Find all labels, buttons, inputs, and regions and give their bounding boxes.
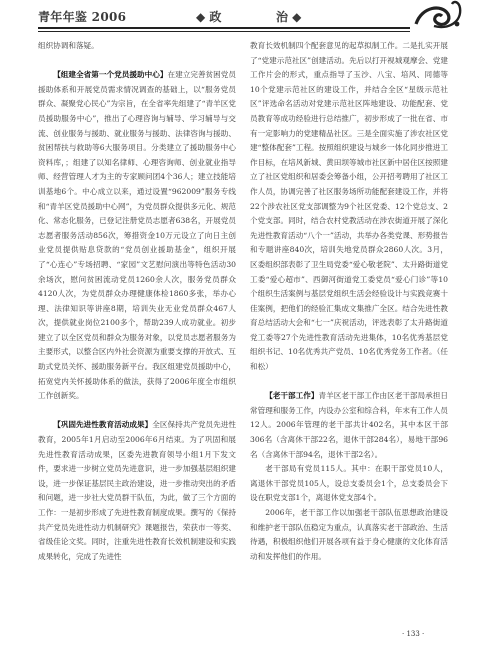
header-rule-thick — [38, 27, 410, 29]
left-column — [38, 39, 236, 564]
section-advanced-education — [38, 418, 236, 564]
body-paragraph: 老干部局有党员115人。其中：在职干部党员10人，离退休干部党员105人，设总支委员会1个，总支委员会下设在职党支部1个，离退休党支部4个。 — [250, 464, 448, 503]
section-title-right: 治 ◆ — [276, 10, 302, 24]
section-body: 全区保持共产党员先进性教育，2005年1月启动至2006年6月结束。为了巩固和展先进性教育活动成果，区委先进教育领导小组1月下发文件，要求进一步树立党员先进意识，进一步加强基层组织建设，进一步保证基层民主政治建设，进一步推动突出的矛盾和问题，进一步社大党员群干队伍，为此，做了三个方面的工作：一是初步形成了先进性教育制度成果。撰写的《保持共产党员先进性动力机制研究》课题报告，荣获市一等奖、省级佳论文奖。同时，注重先进性教育长效机制建设和实践成果转化，完成了先进性 — [38, 420, 237, 561]
section-title-left: ◆ 政 — [196, 10, 222, 24]
running-title: 青年年鉴 2006 — [38, 10, 127, 24]
body-paragraph: 2006年，老干部工作以加强老干部队伍思想政治建设和维护老干部队伍稳定为重点，认真落实老干部政治、生活待遇，积极组织他们开展各项有益于身心健康的文化体育活动和发挥他们的作用。 — [250, 508, 448, 561]
body-paragraph: 组织协调和落疑。 — [38, 41, 99, 50]
section-heading: 【组建全省第一个党员援助中心】 — [53, 70, 168, 80]
body-paragraph: 教育长效机制四个配套意见的起草拟制工作。二是扎实开展了“党建示范社区”创建活动。先后以打开视城观摩会、党建工作片会的形式，重点指导了玉沙、八宝、培风、同德等10个党建示范社区的建设工作，并结合全区“星级示范社区”评选命名活动对党建示范社区阵地建设、功能配套、党员教育等成功经验进行总结推广，初步形成了一批在省、市有一定影响力的党建精品社区。三是全面实施了涉农社区党建“整体配套”工程。按照组织建设与城乡一体化同步推进工作目标，在培风新城、黄田坝等城市社区新中居住区按照建立了社区党组织和居委会筹备小组，公开招考聘用了社区工作人员，协调完善了社区服务场所功能配套建设工作，并将22个涉农社区党支部调整为9个社区党委、12个党总支、2个党支部。同时，结合农村党教活动在涉农街道开展了深化先进性教育活动“八个一”活动，共举办各类党课、形势报告和专题讲座840次，培训失地党员群众2860人次。3月，区委组织部表彰了卫生局党委“爱心敬老院”、太升路街道党工委“爱心超市”、西御河街道党工委党员“爱心门诊”等10个组织生活案例与基层党组织生活会经验设计与实践竞赛十佳案例，把他们的经验汇集成文集推广全区。结合先进性教育总结活动大会和“七一”庆祝活动，评选表彰了太升路街道党工委等27个先进性教育活动先进集体，10名优秀基层党组织书记、10名优秀共产党员、10名优秀党务工作者。（任和松） — [250, 41, 448, 372]
swirl-logo-icon — [408, 0, 468, 32]
right-column — [250, 39, 448, 564]
section-heading: 【巩固先进性教育活动成果】 — [53, 420, 153, 430]
section-heading: 【老干部工作】 — [265, 391, 319, 401]
page-number: · 133 · — [402, 630, 425, 638]
section-body: 在建立完善贫困党员援助体系和开展党员需求情况调查的基础上，以“服务党员群众、凝聚党心民心”为宗旨，在全省率先组建了“青羊区党员援助服务中心”，推出了心理咨询与辅导、学习辅导与交流、创业服务与援助、就业服务与援助、法律咨询与援助、贫困帮扶与救助等6大服务项目。分类建立了援助服务中心资料库，；组建了以知名律师、心理咨询师、创业就业指导师、经营管理人才为主的专家顾问团4个36人；建立技能培训基地6个。中心成立以来，通过设置“962009”服务专线和“青羊区党员援助中心网”，为党员群众提供多元化、规范化、常态化服务，已登记注册党员志愿者638名，开展党员志愿者服务活动856次，筹措资金10万元设立了向日主创业党员提供贴息贷款的“党员创业援助基金”，组织开展了“心连心”专场招聘、“家园”文艺慰问演出等特色活动30余场次，慰问贫困流动党员1260余人次，服务党员群众4120人次，为党员群众办理健康体检1860多张，举办心理、法律知识等讲座8期，培训失业无业党员群众467人次，提供就业岗位2100多个，帮助239人成功就业。初步建立了以全区党员和群众为服务对象，以党员志愿者服务为主要形式，以整合区内外社会资源为重要支撑的开放式、互助式党员关怀、援助服务新平台。我区组建党员援助中心，拓宽党内关怀援助体系的做法，获得了2006年度全市组织工作创新奖。 — [38, 70, 237, 401]
section-veteran-cadres — [250, 389, 448, 462]
section-party-aid-center — [38, 68, 236, 404]
section-body: 青羊区老干部工作由区老干部局承担日常管理和服务工作，内设办公室和综合科，年末有工作人员12人。2006年管理的老干部共计402名，其中本区干部306名（含离休干部22名，退休干部284名），易地干部96名（含离休干部94名，退休干部2名）。 — [250, 391, 448, 459]
page-header — [0, 0, 480, 40]
header-rule-thin — [38, 31, 410, 32]
